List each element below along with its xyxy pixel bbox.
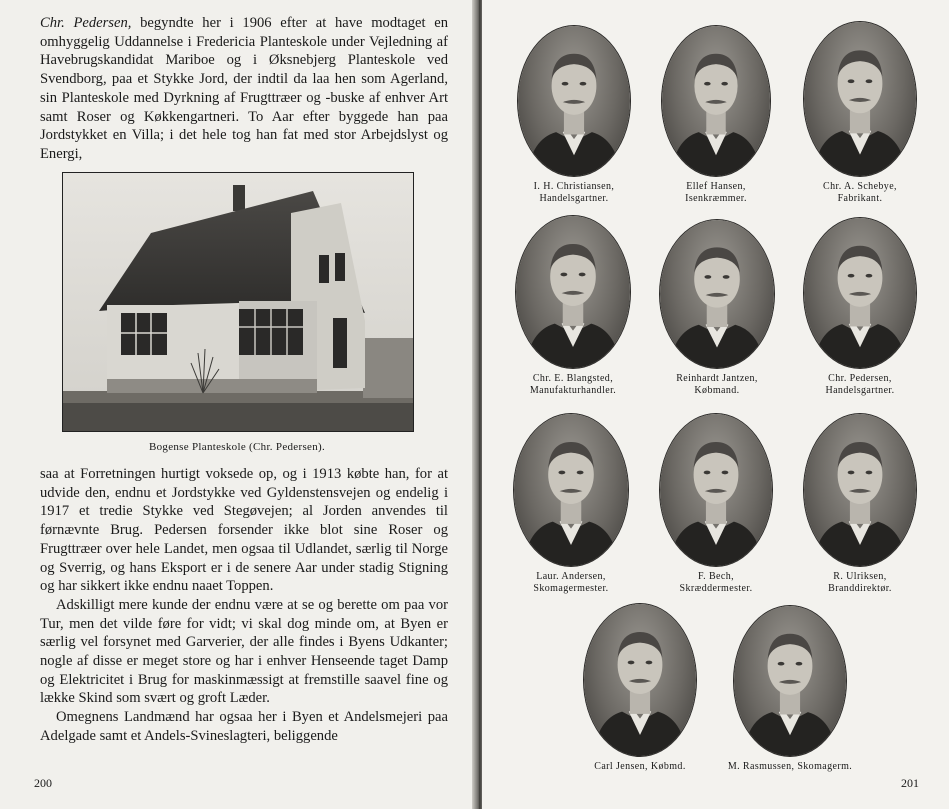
nursery-house-photo [62, 172, 414, 432]
portrait [641, 26, 791, 204]
portrait [715, 606, 865, 773]
portrait-caption [641, 571, 791, 594]
portrait-photo [660, 220, 774, 368]
portrait-caption [642, 373, 792, 396]
portrait-caption [715, 761, 865, 773]
portrait-name: Chr. A. Schebye, [823, 181, 897, 192]
portrait-name: Carl Jensen, Købmd. [594, 761, 686, 772]
portrait-photo [514, 414, 628, 566]
portrait-caption [785, 181, 935, 204]
portrait-name: F. Bech, [697, 571, 734, 582]
portrait-caption [641, 181, 791, 204]
paragraph-4: Omegnens Landmænd har ogsaa her i Byen et Andelsmejeri paa Adelgade samt et Andels-Svineslagteri, beliggende [40, 709, 448, 744]
portrait-name: M. Rasmussen, Skomagerm. [727, 761, 853, 772]
portrait-caption [785, 373, 935, 396]
paragraph-1-body: begyndte her i 1906 efter at have modtaget en omhyggelig Uddannelse i Fredericia Planteskole under Vejledning af Havebrugskandidat Mariboe og i Øksnebjerg Planteskole ved Svendborg, paa et Stykke Jord, der indtil da laa hen som Agerland, sin Planteskole med Dyrkning af Frugttræer og -buske af enhver Art samt Roser og Køkkengartneri. To Aar efter byggede han paa Jordstykket en Villa; i det hele tog han fat med stor Arbejdslyst og Energi, [40, 15, 448, 162]
portrait [785, 218, 935, 396]
portrait-name: Ellef Hansen, [686, 181, 746, 192]
portrait-title: Manufakturhandler. [529, 384, 617, 396]
page-number-right: 201 [901, 776, 919, 790]
portrait-name: I. H. Christiansen, [533, 181, 615, 192]
portrait [499, 26, 649, 204]
portrait [785, 414, 935, 594]
portrait [498, 216, 648, 396]
portrait-name: R. Ulriksen, [833, 571, 887, 582]
page-number-left: 200 [34, 776, 52, 790]
portrait [496, 414, 646, 594]
portrait-caption [498, 373, 648, 396]
paragraphs-continued [40, 465, 448, 746]
portrait-photo [660, 414, 772, 566]
portrait-name: Laur. Andersen, [536, 571, 606, 582]
portrait-photo [804, 218, 916, 368]
portrait-photo [804, 414, 916, 566]
portrait-title: Handelsgartner. [539, 192, 609, 204]
portrait-title: Isenkræmmer. [685, 192, 747, 204]
portrait-caption [496, 571, 646, 594]
portrait-photo [662, 26, 770, 176]
portrait-caption [499, 181, 649, 204]
portrait-title: Købmand. [694, 384, 740, 396]
paragraph-1-name: Chr. Pedersen, [40, 15, 132, 31]
portrait-title: Branddirektør. [828, 582, 892, 594]
portrait-photo [804, 22, 916, 176]
portrait-caption [785, 571, 935, 594]
portrait-photo [516, 216, 630, 368]
portrait-title: Fabrikant. [837, 192, 883, 204]
paragraph-1 [40, 14, 448, 164]
paragraph-3: Adskilligt mere kunde der endnu være at se og berette om paa vor Tur, men det vilde føre for vidt; vi skal dog minde om, at Byen er særlig vel forsynet med Garverier, der alle findes i Byens Udkanter; nogle af disse er meget store og har i enhver Henseende taget Damp og Elektricitet i Brug for maskinmæssigt at fremstille saavel fine og lække Skind som svært og groft Læder. [40, 596, 448, 707]
portrait-name: Reinhardt Jantzen, [676, 373, 758, 384]
portrait-title: Skomagermester. [533, 582, 609, 594]
photo-caption: Bogense Planteskole (Chr. Pedersen). [148, 441, 326, 453]
portrait-title: Skræddermester. [679, 582, 753, 594]
portrait-title: Handelsgartner. [825, 384, 895, 396]
portrait-caption [565, 761, 715, 773]
portrait-photo [584, 604, 696, 756]
portrait [565, 604, 715, 773]
portrait-photo [518, 26, 630, 176]
portrait-name: Chr. E. Blangsted, [532, 373, 614, 384]
portrait-name: Chr. Pedersen, [828, 373, 892, 384]
right-page [482, 0, 949, 809]
portrait-photo [734, 606, 846, 756]
portrait [785, 22, 935, 204]
paragraph-2: saa at Forretningen hurtigt voksede op, og i 1913 købte han, for at udvide den, endnu et Jordstykke ved Gyldenstensvejen og endelig i 1917 et tredie Stykke ved Stegøvejen; al Jorden anvendes til førnævnte Brug. Pedersen forsender ikke blot sine Roser og Frugttræer over hele Landet, men ogsaa til Udlandet, særlig til Norge og Sverrig, og hans Eksport er i de senere Aar under stadig Stigning og har sikkert ikke endnu naaet Toppen. [40, 466, 448, 595]
portrait [641, 414, 791, 594]
portrait [642, 220, 792, 396]
